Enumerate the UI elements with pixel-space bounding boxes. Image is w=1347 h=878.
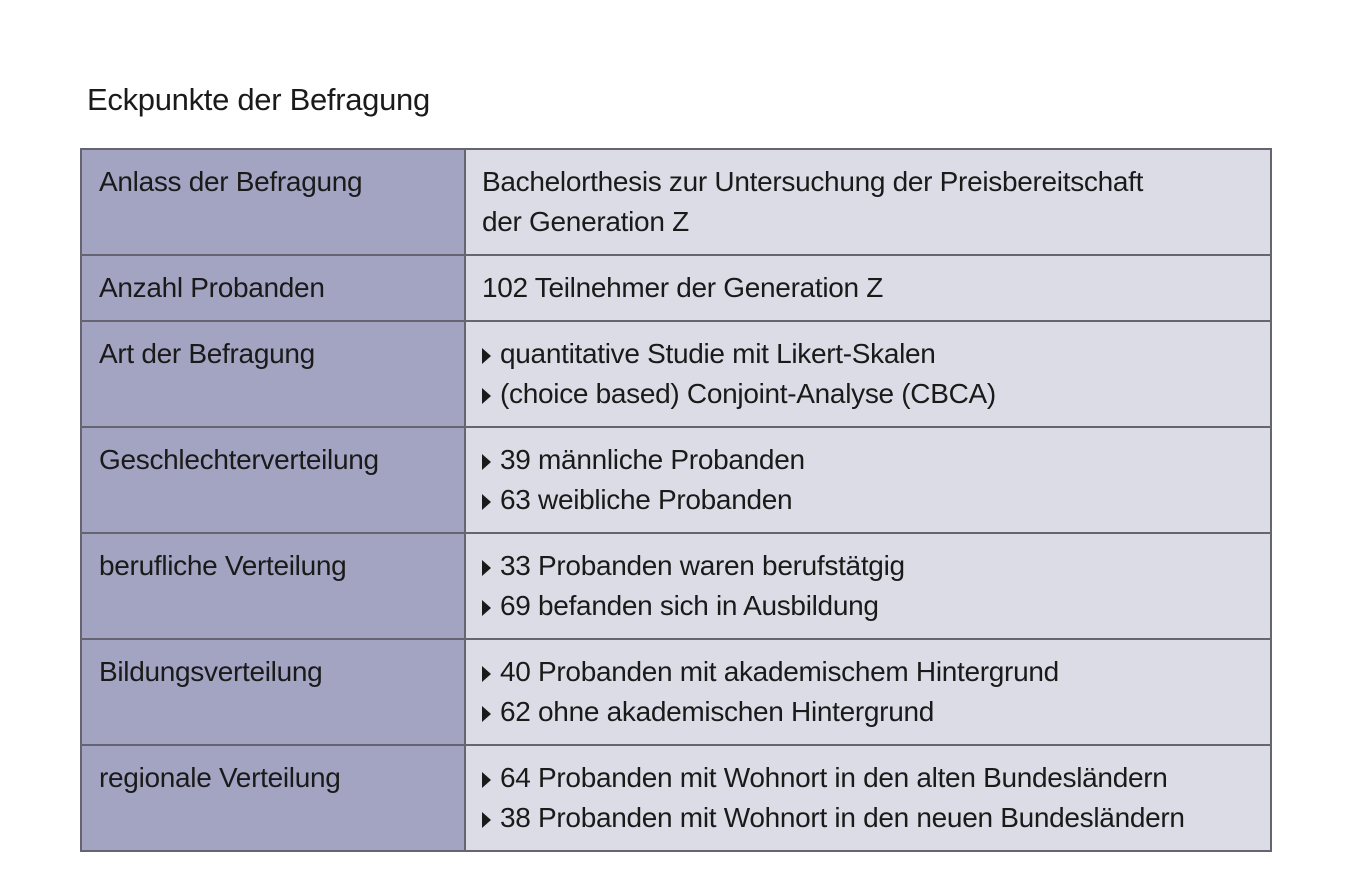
bullet-triangle-icon bbox=[482, 454, 491, 470]
row-value bbox=[465, 427, 1271, 533]
page-title: Eckpunkte der Befragung bbox=[87, 82, 430, 117]
bullet-item bbox=[482, 652, 1254, 692]
row-label: Geschlechterverteilung bbox=[81, 427, 465, 533]
table-row bbox=[81, 427, 1271, 533]
bullet-triangle-icon bbox=[482, 772, 491, 788]
bullet-triangle-icon bbox=[482, 494, 491, 510]
value-line: Bachelorthesis zur Untersuchung der Preisbereitschaft bbox=[482, 166, 1144, 197]
bullet-text: 39 männliche Probanden bbox=[500, 444, 805, 475]
bullet-item bbox=[482, 480, 1254, 520]
bullet-item bbox=[482, 374, 1254, 414]
table-row bbox=[81, 255, 1271, 321]
bullet-item bbox=[482, 758, 1254, 798]
table-row bbox=[81, 639, 1271, 745]
value-line: 102 Teilnehmer der Generation Z bbox=[482, 272, 884, 303]
bullet-item bbox=[482, 334, 1254, 374]
bullet-triangle-icon bbox=[482, 560, 491, 576]
bullet-triangle-icon bbox=[482, 600, 491, 616]
row-label: Anlass der Befragung bbox=[81, 149, 465, 255]
row-value bbox=[465, 533, 1271, 639]
bullet-text: (choice based) Conjoint-Analyse (CBCA) bbox=[500, 378, 996, 409]
bullet-item bbox=[482, 586, 1254, 626]
bullet-triangle-icon bbox=[482, 812, 491, 828]
row-label: berufliche Verteilung bbox=[81, 533, 465, 639]
bullet-text: 40 Probanden mit akademischem Hintergrund bbox=[500, 656, 1059, 687]
row-label: Anzahl Probanden bbox=[81, 255, 465, 321]
row-value bbox=[465, 745, 1271, 851]
row-value bbox=[465, 255, 1271, 321]
row-value bbox=[465, 149, 1271, 255]
bullet-triangle-icon bbox=[482, 666, 491, 682]
bullet-text: 69 befanden sich in Ausbildung bbox=[500, 590, 879, 621]
bullet-item bbox=[482, 440, 1254, 480]
bullet-triangle-icon bbox=[482, 388, 491, 404]
row-value bbox=[465, 639, 1271, 745]
table-row bbox=[81, 533, 1271, 639]
row-label: regionale Verteilung bbox=[81, 745, 465, 851]
table-row bbox=[81, 745, 1271, 851]
bullet-item bbox=[482, 546, 1254, 586]
row-label: Art der Befragung bbox=[81, 321, 465, 427]
bullet-text: 64 Probanden mit Wohnort in den alten Bundesländern bbox=[500, 762, 1168, 793]
row-label: Bildungsverteilung bbox=[81, 639, 465, 745]
bullet-text: 33 Probanden waren berufstätgig bbox=[500, 550, 905, 581]
table-row bbox=[81, 149, 1271, 255]
bullet-text: quantitative Studie mit Likert-Skalen bbox=[500, 338, 936, 369]
bullet-item bbox=[482, 692, 1254, 732]
bullet-text: 63 weibliche Probanden bbox=[500, 484, 793, 515]
bullet-text: 38 Probanden mit Wohnort in den neuen Bundesländern bbox=[500, 802, 1185, 833]
value-line: der Generation Z bbox=[482, 206, 689, 237]
bullet-item bbox=[482, 798, 1254, 838]
row-value bbox=[465, 321, 1271, 427]
bullet-triangle-icon bbox=[482, 348, 491, 364]
bullet-triangle-icon bbox=[482, 706, 491, 722]
bullet-text: 62 ohne akademischen Hintergrund bbox=[500, 696, 935, 727]
survey-facts-table bbox=[80, 148, 1272, 852]
table-row bbox=[81, 321, 1271, 427]
